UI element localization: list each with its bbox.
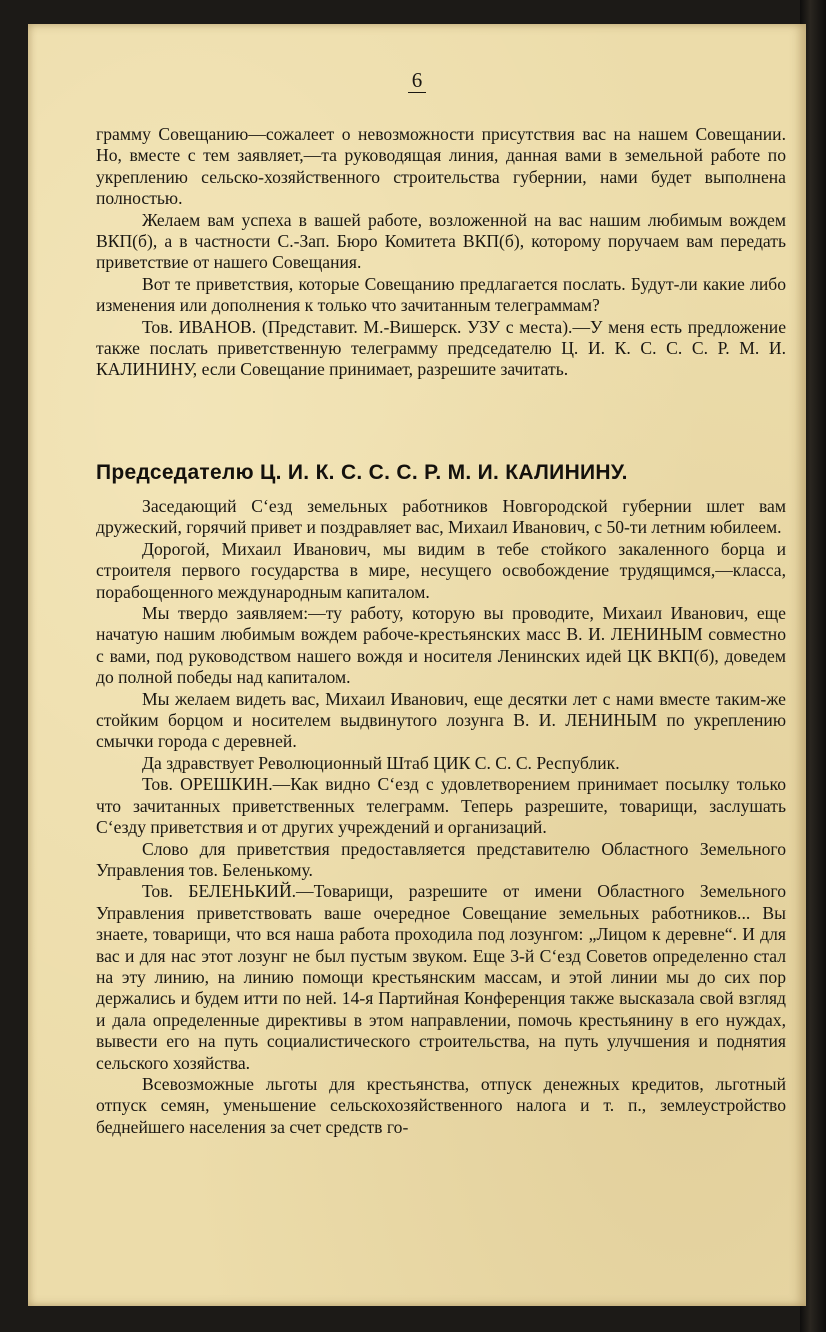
text-block-main <box>96 496 786 1138</box>
paragraph: Да здравствует Революционный Штаб ЦИК С. С. С. Республик. <box>142 752 620 773</box>
paragraph: Тов. БЕЛЕНЬКИЙ.—Товарищи, разрешите от имени Областного Земельного Управления приветствовать ваше очередное Совещание земельных работников... Вы знаете, товарищи, что вся наша работа проходила под лозунгом: „Лицом к деревне“. И для вас и для нас этот лозунг не был пустым звуком. Еще 3-й С‘езд Советов определенно стал на эту линию, на линию помощи крестьянским массам, и этой линии мы до сих пор держались и будем итти по ней. 14-я Партийная Конференция также высказала свой взгляд и дала определенные директивы в этом направлении, помочь крестьянину в его нуждах, вывести его на путь социалистического строительства, на путь улучшения и поднятия сельского хозяйства. <box>96 881 786 1073</box>
paragraph: Заседающий С‘езд земельных работников Новгородской губернии шлет вам дружеский, горячий привет и поздравляет вас, Михаил Иванович, с 50-ти летним юбилеем. <box>96 496 786 538</box>
document-page <box>28 24 806 1306</box>
paragraph: Тов. ОРЕШКИН.—Как видно С‘езд с удовлетворением принимает посылку только что зачитанных приветственных телеграмм. Теперь разрешите, товарищи, заслушать С‘езду приветствия и от других учреждений и организаций. <box>96 774 786 838</box>
paragraph: Мы желаем видеть вас, Михаил Иванович, еще десятки лет с нами вместе таким-же стойким борцом и носителем выдвинутого лозунга В. И. ЛЕНИНЫМ по укреплению смычки города с деревней. <box>96 688 786 752</box>
telegram-heading: Председателю Ц. И. К. С. С. С. Р. М. И. КАЛИНИНУ. <box>96 461 628 484</box>
paragraph: Тов. ИВАНОВ. (Представит. М.-Вишерск. УЗУ с места).—У меня есть предложение также послать приветственную телеграмму председателю Ц. И. К. С. С. С. Р. М. И. КАЛИНИНУ, если Совещание принимает, разрешите зачитать. <box>96 316 786 380</box>
paragraph: грамму Совещанию—сожалеет о невозможности присутствия вас на нашем Совещании. Но, вместе с тем заявляет,—та руководящая линия, данная вами в земельной работе по укреплению сельско-хозяйственного строительства губернии, нами будет выполнена полностью. <box>96 124 786 209</box>
paragraph: Дорогой, Михаил Иванович, мы видим в тебе стойкого закаленного борца и строителя первого государства в мире, несущего освобождение трудящимся,—класса, порабощенного международным капиталом. <box>96 538 786 602</box>
paragraph: Вот те приветствия, которые Совещанию предлагается послать. Будут-ли какие либо изменения или дополнения к только что зачитанным телеграммам? <box>96 273 786 316</box>
paragraph: Слово для приветствия предоставляется представителю Областного Земельного Управления тов. Беленькому. <box>96 838 786 880</box>
paragraph: Желаем вам успеха в вашей работе, возложенной на вас нашим любимым вождем ВКП(б), а в частности С.-Зап. Бюро Комитета ВКП(б), которому поручаем вам передать приветствие от нашего Совещания. <box>96 209 786 273</box>
text-block-top <box>96 124 786 381</box>
page-number: 6 <box>28 68 806 93</box>
paragraph: Мы твердо заявляем:—ту работу, которую вы проводите, Михаил Иванович, еще начатую нашим любимым вождем рабоче-крестьянских масс В. И. ЛЕНИНЫМ совместно с вами, под руководством нашего вождя и носителя Ленинских идей ЦК ВКП(б), доведем до полной победы над капиталом. <box>96 603 786 688</box>
paragraph: Всевозможные льготы для крестьянства, отпуск денежных кредитов, льготный отпуск семян, уменьшение сельскохозяйственного налога и т. п., землеустройство беднейшего населения за счет средств го- <box>96 1073 786 1137</box>
